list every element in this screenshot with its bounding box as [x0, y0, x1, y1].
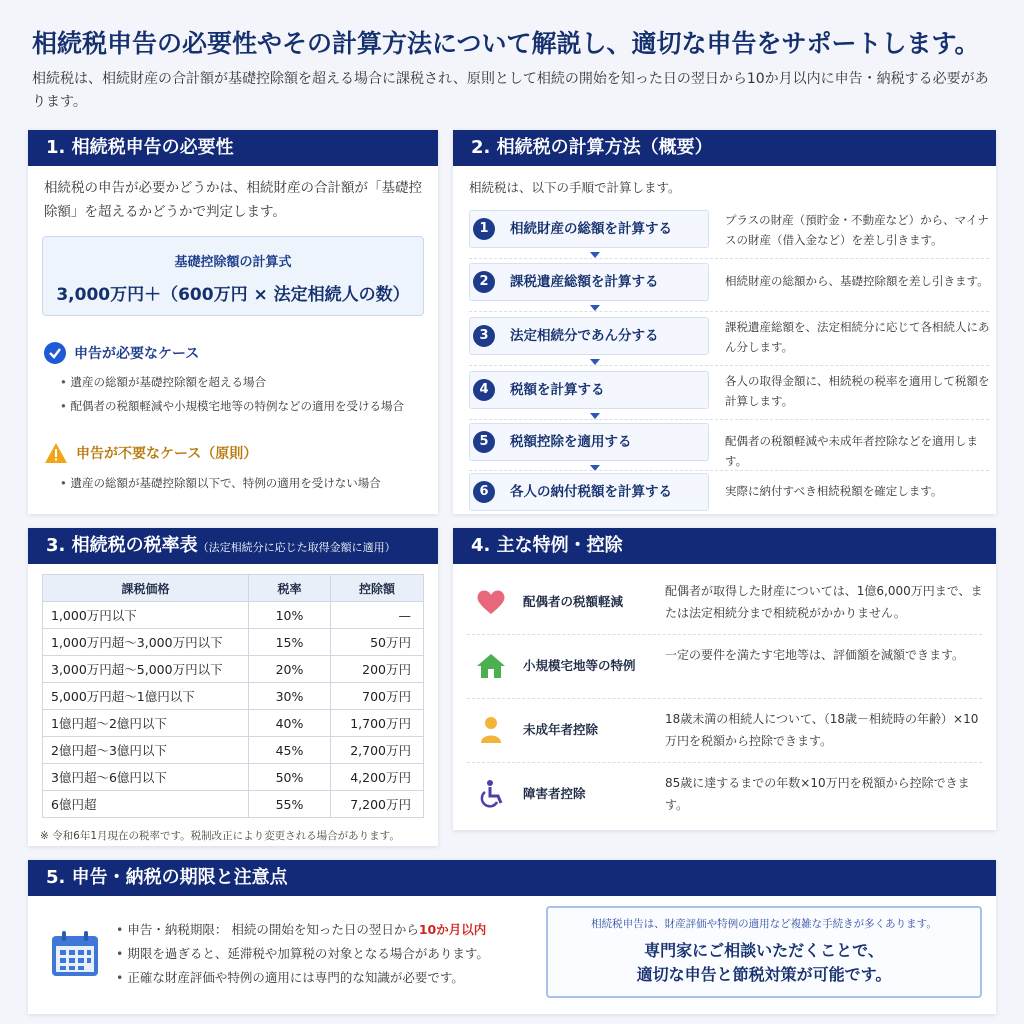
deadline-panel [28, 860, 996, 1014]
list-item: • 配偶者の税額軽減や小規模宅地等の特例などの適用を受ける場合 [60, 394, 404, 418]
rate-cell: 10% [249, 602, 331, 629]
divider [469, 365, 989, 366]
price-cell: 6億円超 [43, 791, 249, 818]
formula: 3,000万円＋（600万円 × 法定相続人の数） [56, 285, 410, 305]
step-number: 3 [473, 325, 495, 347]
price-cell: 3,000万円超～5,000万円以下 [43, 656, 249, 683]
table-row [43, 656, 424, 683]
advice-box [546, 906, 982, 998]
step-label: 課税遺産総額を計算する [469, 263, 709, 301]
table-row [43, 629, 424, 656]
step-description: 実際に納付すべき相続税額を確定します。 [725, 484, 943, 498]
formula-label: 基礎控除額の計算式 [174, 255, 292, 270]
deduction-description: 85歳に達するまでの年数×10万円を税額から控除できます。 [665, 776, 970, 812]
deduction-cell: 50万円 [331, 629, 424, 656]
list-item: • 期限を過ぎると、延滞税や加算税の対象となる場合があります。 [116, 942, 489, 966]
deduction-cell: 200万円 [331, 656, 424, 683]
deduction-disability [467, 762, 982, 826]
page-title: 相続税申告の必要性やその計算方法について解説し、適切な申告をサポートします。 [32, 29, 980, 58]
advice-line-2: 適切な申告と節税対策が可能です。 [636, 965, 892, 984]
wheelchair-icon [475, 778, 507, 810]
advice-line-1: 専門家にご相談いただくことで、 [644, 941, 884, 960]
list-item: • 遺産の総額が基礎控除額を超える場合 [60, 370, 404, 394]
child-icon [475, 714, 507, 746]
deduction-description: 18歳未満の相続人について、（18歳－相続時の年齢）×10万円を税額から控除できます。 [665, 712, 979, 748]
advice-small-text: 相続税申告は、財産評価や特例の適用など複雑な手続きが多くあります。 [591, 918, 937, 930]
tax-rate-panel [28, 528, 438, 846]
step-description: プラスの財産（預貯金・不動産など）から、マイナスの財産（借入金など）を差し引きます。 [725, 213, 989, 247]
divider [469, 470, 989, 471]
list-item [116, 918, 489, 942]
tax-rate-table [42, 574, 424, 818]
tax-rate-heading-note: （法定相続分に応じた取得金額に適用） [197, 541, 396, 554]
notrequired-case-title: 申告が不要なケース（原則） [76, 446, 258, 462]
step-description: 相続財産の総額から、基礎控除額を差し引きます。 [725, 274, 989, 288]
step-label: 税額を計算する [469, 371, 709, 409]
price-cell: 1億円超～2億円以下 [43, 710, 249, 737]
step-description: 配偶者の税額軽減や未成年者控除などを適用します。 [725, 434, 978, 468]
special-deductions-panel [453, 528, 996, 830]
necessity-text: 相続税の申告が必要かどうかは、相続財産の合計額が「基礎控除額」を超えるかどうかで判定します。 [44, 180, 422, 220]
deduction-minor [467, 698, 982, 762]
step-6 [469, 473, 989, 513]
step-number: 2 [473, 271, 495, 293]
list-item: • 遺産の総額が基礎控除額以下で、特例の適用を受けない場合 [60, 471, 381, 495]
rate-cell: 20% [249, 656, 331, 683]
rate-cell: 45% [249, 737, 331, 764]
price-cell: 1,000万円超～3,000万円以下 [43, 629, 249, 656]
price-cell: 5,000万円超～1億円以下 [43, 683, 249, 710]
deduction-name: 障害者控除 [523, 786, 586, 801]
special-deductions-heading: 4. 主な特例・控除 [453, 528, 996, 564]
step-number: 4 [473, 379, 495, 401]
heart-icon [475, 586, 507, 618]
notrequired-case-heading [44, 442, 257, 464]
deduction-description: 配偶者が取得した財産については、1億6,000万円まで、または法定相続分まで相続税がかかりません。 [665, 584, 983, 620]
step-label: 相続財産の総額を計算する [469, 210, 709, 248]
required-case-title: 申告が必要なケース [74, 346, 200, 362]
required-case-list [60, 370, 404, 418]
step-label: 法定相続分であん分する [469, 317, 709, 355]
divider [469, 258, 989, 259]
check-icon [44, 342, 66, 364]
deduction-cell: 1,700万円 [331, 710, 424, 737]
required-case-heading [44, 342, 199, 364]
deadline-heading: 5. 申告・納税の期限と注意点 [28, 860, 996, 896]
deduction-cell: 2,700万円 [331, 737, 424, 764]
tax-rate-heading-text: 3. 相続税の税率表 [46, 535, 198, 556]
table-row [43, 737, 424, 764]
deduction-spouse [467, 570, 982, 634]
rate-cell: 40% [249, 710, 331, 737]
necessity-panel [28, 130, 438, 514]
price-cell: 1,000万円以下 [43, 602, 249, 629]
price-cell: 3億円超～6億円以下 [43, 764, 249, 791]
warning-icon [44, 442, 68, 464]
step-label: 税額控除を適用する [469, 423, 709, 461]
table-row [43, 683, 424, 710]
step-5 [469, 423, 989, 468]
divider [469, 419, 989, 420]
intro-text: 相続税は、相続財産の合計額が基礎控除額を超える場合に課税され、原則として相続の開始を知った日の翌日から10か月以内に申告・納税する必要があります。 [32, 71, 989, 110]
deduction-name: 配偶者の税額軽減 [523, 594, 624, 609]
calculation-intro: 相続税は、以下の手順で計算します。 [469, 180, 681, 195]
deduction-name: 小規模宅地等の特例 [523, 658, 636, 673]
table-row [43, 710, 424, 737]
step-label: 各人の納付税額を計算する [469, 473, 709, 511]
step-2 [469, 263, 989, 303]
deduction-small-land [467, 634, 982, 698]
step-number: 6 [473, 481, 495, 503]
column-header: 税率 [249, 575, 331, 602]
step-number: 1 [473, 218, 495, 240]
tax-rate-heading [28, 528, 438, 564]
step-number: 5 [473, 431, 495, 453]
deduction-cell: 700万円 [331, 683, 424, 710]
table-row [43, 764, 424, 791]
table-row [43, 791, 424, 818]
house-icon [475, 650, 507, 682]
deduction-cell: 4,200万円 [331, 764, 424, 791]
table-body [43, 602, 424, 818]
rate-cell: 30% [249, 683, 331, 710]
step-description: 課税遺産総額を、法定相続分に応じて各相続人にあん分します。 [725, 320, 990, 354]
rate-cell: 15% [249, 629, 331, 656]
calendar-icon [50, 930, 100, 982]
necessity-heading: 1. 相続税申告の必要性 [28, 130, 438, 166]
calculation-heading: 2. 相続税の計算方法（概要） [453, 130, 996, 166]
step-4 [469, 371, 989, 411]
step-description: 各人の取得金額に、相続税の税率を適用して税額を計算します。 [725, 374, 990, 408]
deduction-name: 未成年者控除 [523, 722, 599, 737]
price-cell: 2億円超～3億円以下 [43, 737, 249, 764]
deduction-cell: — [331, 602, 424, 629]
table-header-row [43, 575, 424, 602]
column-header: 課税価格 [43, 575, 249, 602]
deduction-cell: 7,200万円 [331, 791, 424, 818]
rate-cell: 50% [249, 764, 331, 791]
rate-cell: 55% [249, 791, 331, 818]
divider [469, 311, 989, 312]
calculation-panel [453, 130, 996, 514]
list-item: • 正確な財産評価や特例の適用には専門的な知識が必要です。 [116, 966, 489, 990]
deduction-description: 一定の要件を満たす宅地等は、評価額を減額できます。 [665, 648, 965, 662]
table-row [43, 602, 424, 629]
tax-rate-note: ※ 令和6年1月現在の税率です。税制改正により変更される場合があります。 [40, 830, 400, 842]
deadline-list [116, 918, 489, 990]
deadline-text: 申告・納税期限： 相続の開始を知った日の翌日から [127, 922, 419, 937]
column-header: 控除額 [331, 575, 424, 602]
step-1 [469, 210, 989, 250]
deadline-highlight: 10か月以内 [418, 922, 487, 937]
formula-box [42, 236, 424, 316]
step-3 [469, 317, 989, 357]
notrequired-case-list [60, 471, 381, 495]
